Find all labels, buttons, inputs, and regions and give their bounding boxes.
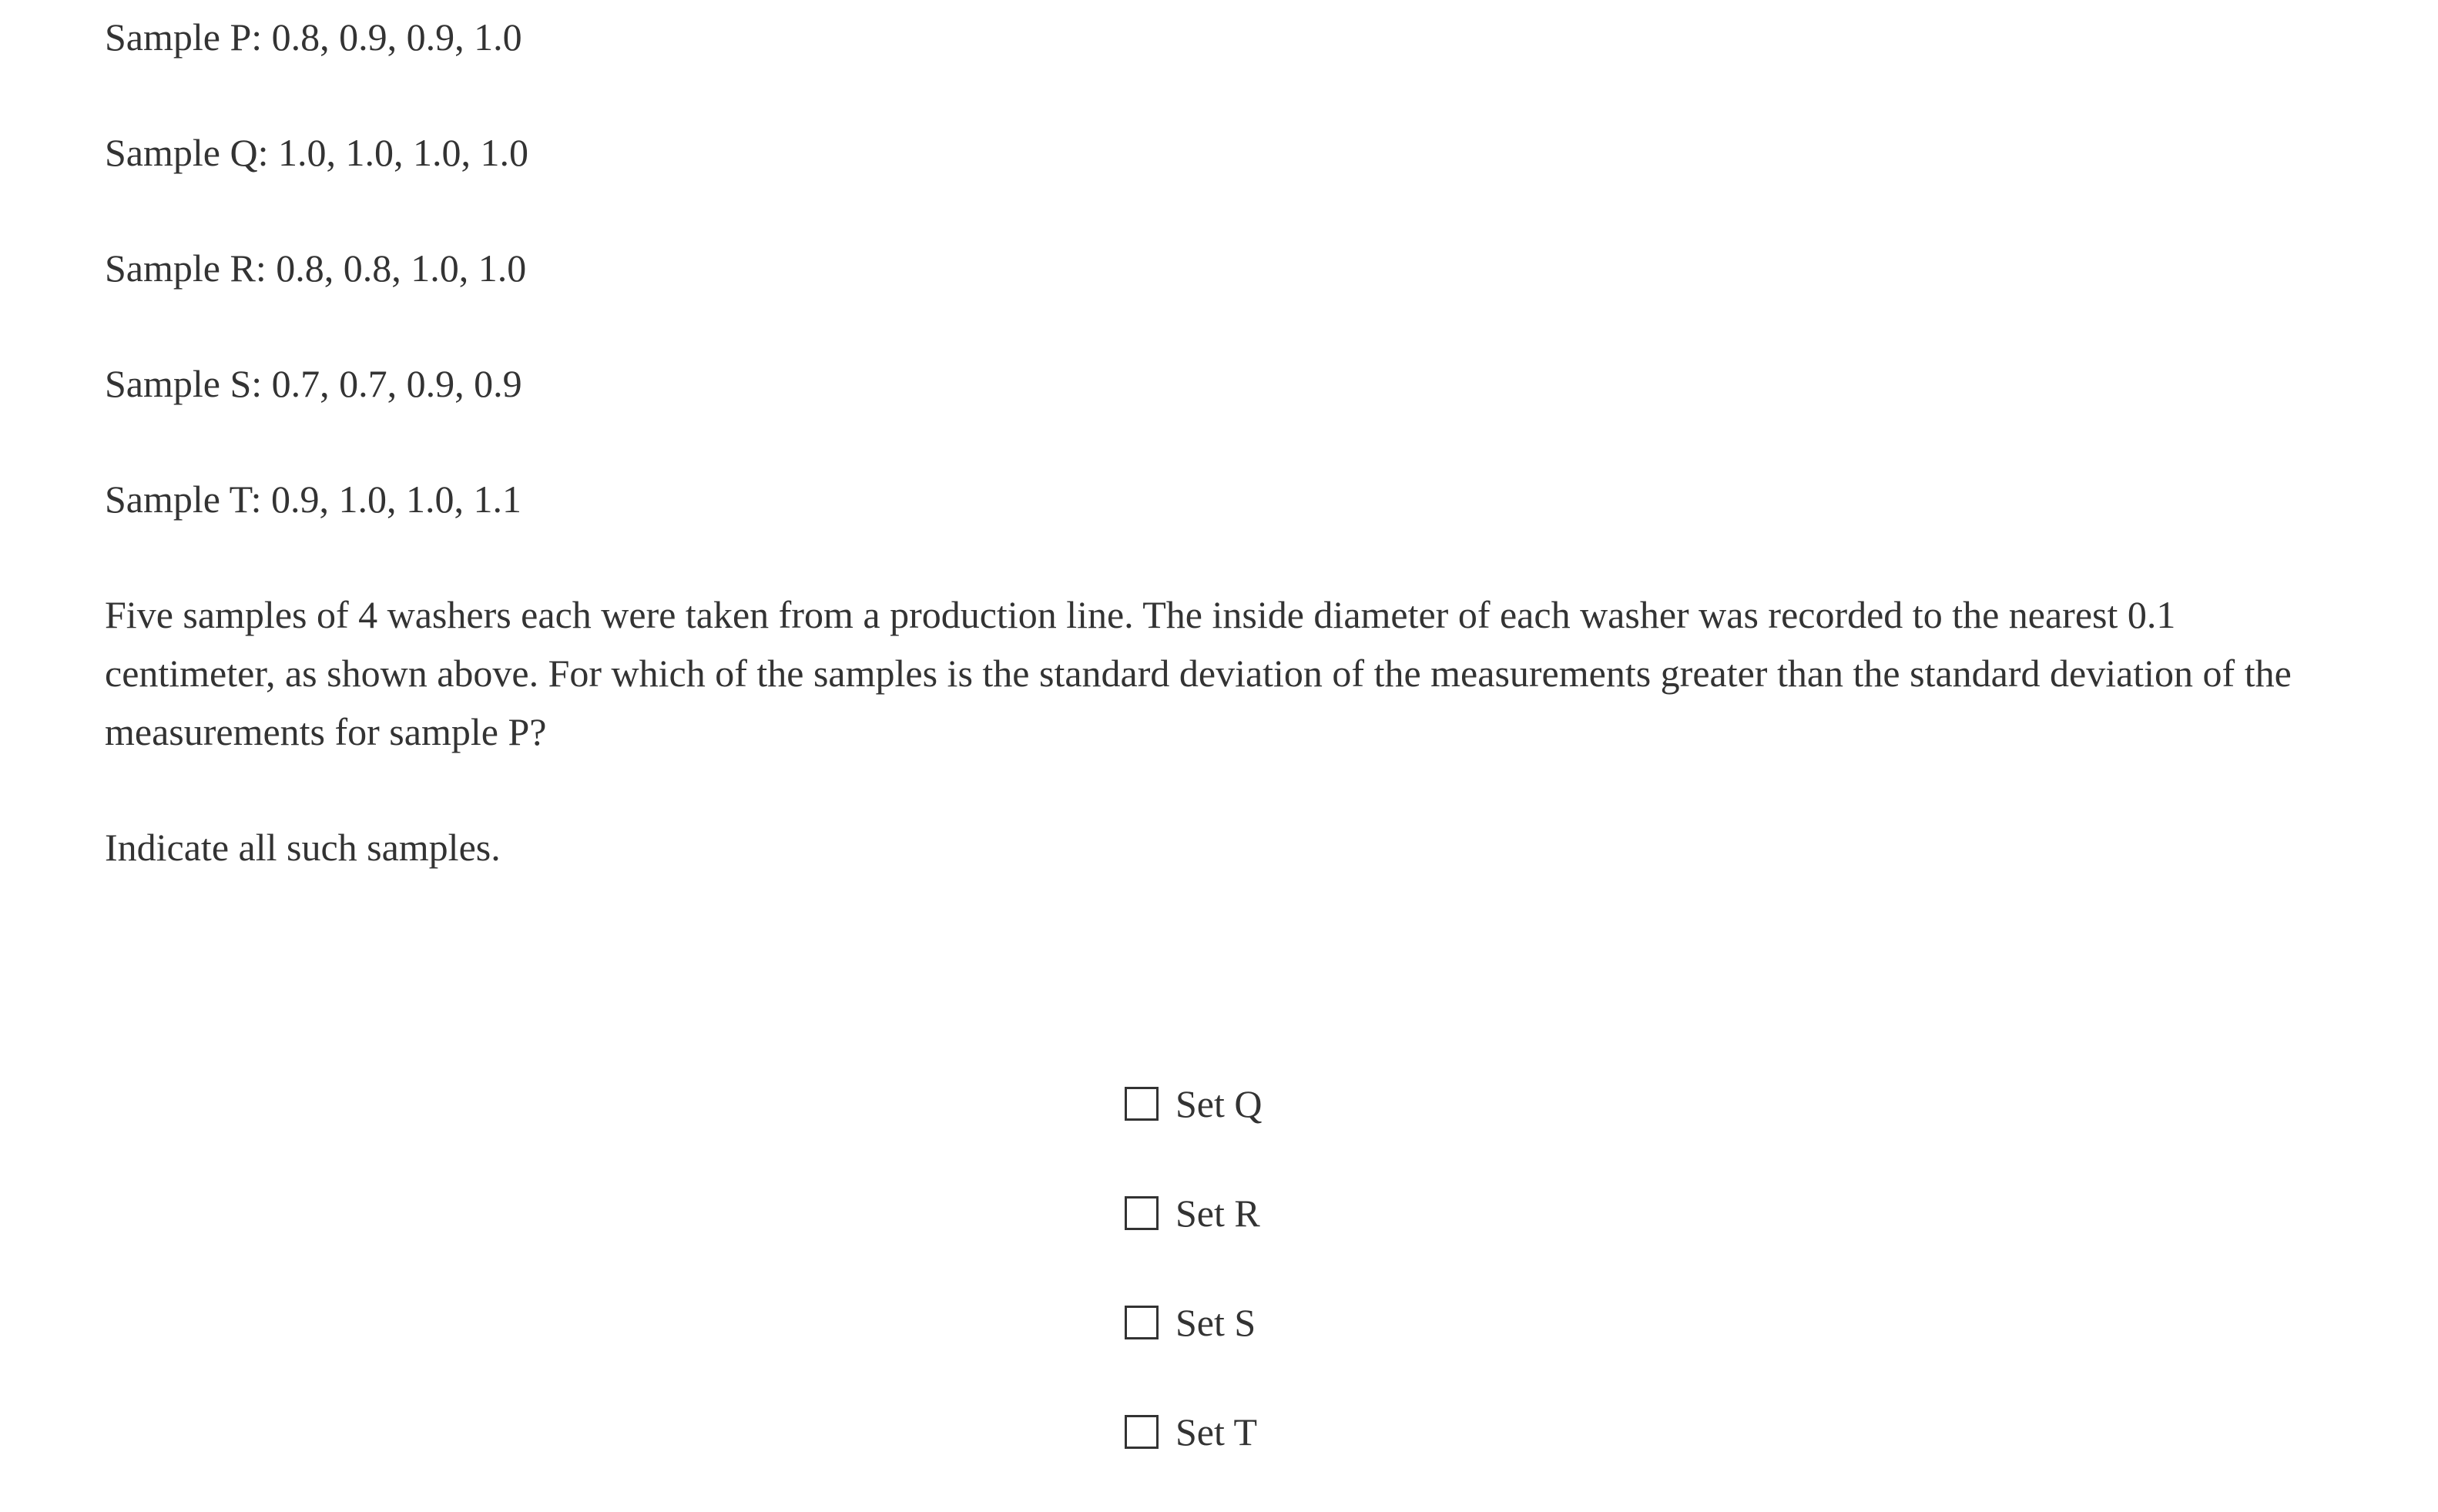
answer-options bbox=[1125, 1074, 1587, 1512]
instruction-text: Indicate all such samples. bbox=[105, 826, 501, 869]
sample-q-line: Sample Q: 1.0, 1.0, 1.0, 1.0 bbox=[105, 131, 528, 174]
checkbox-set-r[interactable] bbox=[1125, 1196, 1159, 1230]
option-label-set-q: Set Q bbox=[1175, 1082, 1263, 1125]
option-set-r[interactable] bbox=[1125, 1184, 1587, 1242]
option-label-set-r: Set R bbox=[1175, 1192, 1260, 1235]
checkbox-set-q[interactable] bbox=[1125, 1087, 1159, 1121]
option-set-t[interactable] bbox=[1125, 1403, 1587, 1461]
checkbox-set-t[interactable] bbox=[1125, 1415, 1159, 1449]
option-set-q[interactable] bbox=[1125, 1074, 1587, 1133]
question-text: Five samples of 4 washers each were taken from a production line. The inside diameter of each washer was recorded to the nearest 0.1 centimeter, as shown above. For which of the samples is the standard deviation of the measurements greater than the standard deviation of the measurements for sample P? bbox=[105, 593, 2292, 753]
sample-t-line: Sample T: 0.9, 1.0, 1.0, 1.1 bbox=[105, 478, 522, 521]
question-content bbox=[105, 0, 2339, 877]
sample-s-line: Sample S: 0.7, 0.7, 0.9, 0.9 bbox=[105, 362, 522, 405]
option-set-s[interactable] bbox=[1125, 1293, 1587, 1352]
sample-r-line: Sample R: 0.8, 0.8, 1.0, 1.0 bbox=[105, 246, 527, 290]
option-label-set-s: Set S bbox=[1175, 1301, 1256, 1344]
option-label-set-t: Set T bbox=[1175, 1410, 1258, 1453]
checkbox-set-s[interactable] bbox=[1125, 1306, 1159, 1339]
sample-p-line: Sample P: 0.8, 0.9, 0.9, 1.0 bbox=[105, 15, 522, 59]
